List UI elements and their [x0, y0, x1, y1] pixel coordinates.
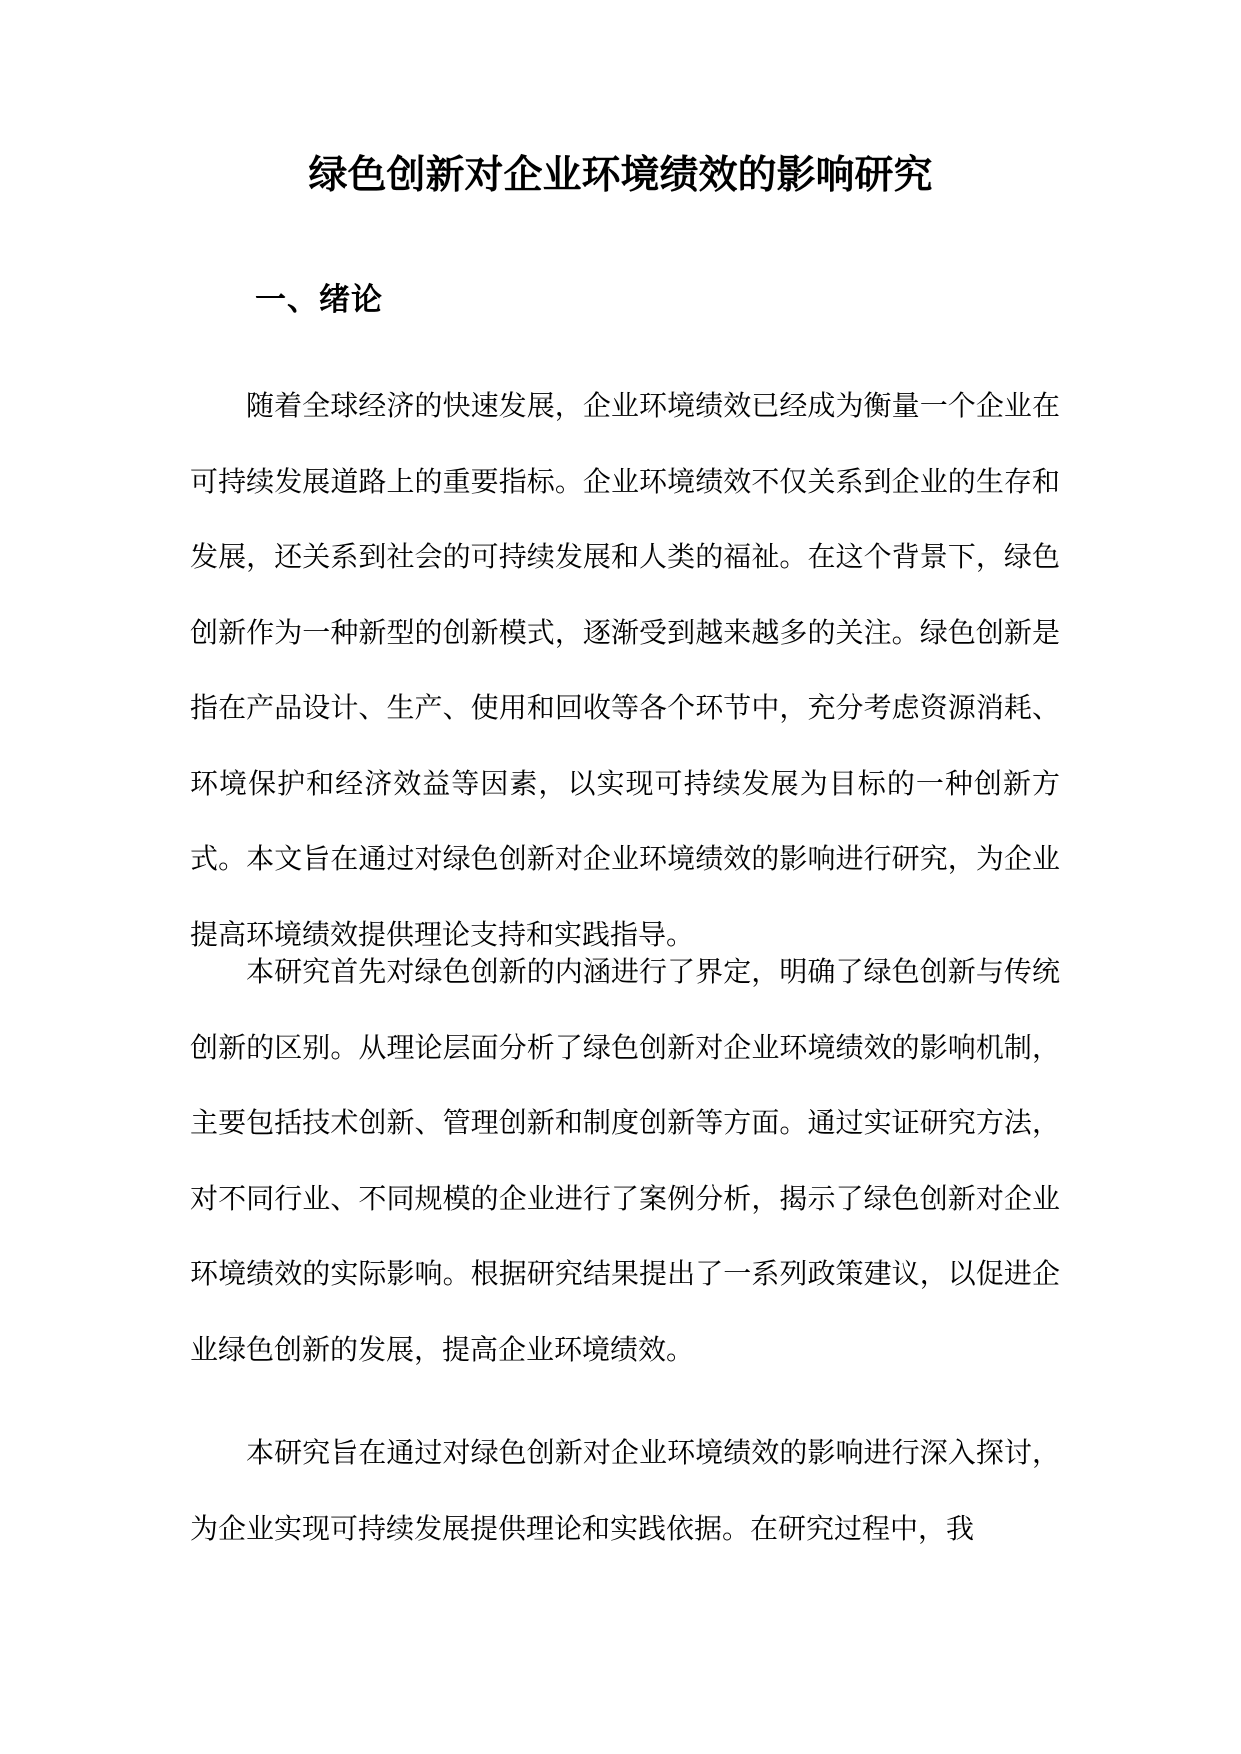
paragraph-2: 本研究首先对绿色创新的内涵进行了界定，明确了绿色创新与传统创新的区别。从理论层面分析了绿色创新对企业环境绩效的影响机制，主要包括技术创新、管理创新和制度创新等方面。通过实证研究方法，对不同行业、不同规模的企业进行了案例分析，揭示了绿色创新对企业环境绩效的实际影响。根据研究结果提出了一系列政策建议，以促进企业绿色创新的发展，提高企业环境绩效。 — [190, 955, 1060, 1366]
paragraph-1: 随着全球经济的快速发展，企业环境绩效已经成为衡量一个企业在可持续发展道路上的重要指标。企业环境绩效不仅关系到企业的生存和发展，还关系到社会的可持续发展和人类的福祉。在这个背景下，绿色创新作为一种新型的创新模式，逐渐受到越来越多的关注。绿色创新是指在产品设计、生产、使用和回收等各个环节中，充分考虑资源消耗、环境保护和经济效益等因素，以实现可持续发展为目标的一种创新方式。本文旨在通过对绿色创新对企业环境绩效的影响进行研究，为企业提高环境绩效提供理论支持和实践指导。 — [190, 389, 1060, 951]
paragraph-3: 本研究旨在通过对绿色创新对企业环境绩效的影响进行深入探讨，为企业实现可持续发展提供理论和实践依据。在研究过程中，我 — [190, 1436, 1060, 1545]
section-heading-introduction: 一、绪论 — [255, 282, 383, 318]
document-title: 绿色创新对企业环境绩效的影响研究 — [308, 152, 933, 198]
